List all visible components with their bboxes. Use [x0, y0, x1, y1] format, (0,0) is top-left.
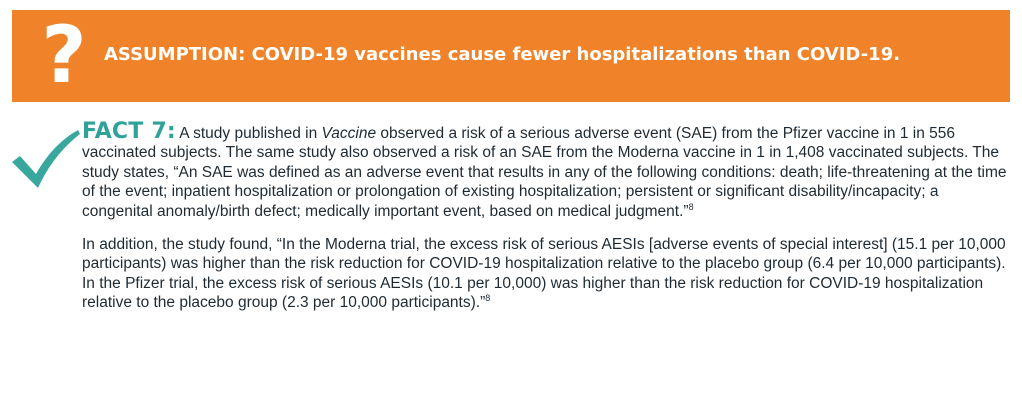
assumption-text: ASSUMPTION: COVID-19 vaccines cause fewer hospitalizations than COVID-19. — [104, 44, 901, 65]
checkmark-icon — [10, 128, 80, 190]
assumption-banner — [12, 10, 1010, 102]
fact-paragraph-1 — [82, 119, 1012, 221]
reference-marker: 8 — [688, 201, 694, 212]
fact-paragraph-2 — [82, 235, 1012, 313]
reference-marker: 8 — [485, 293, 491, 304]
question-mark-icon: ? — [41, 11, 87, 101]
fact-text-intro: A study published in — [175, 125, 322, 142]
journal-name: Vaccine — [321, 125, 377, 142]
fact-text-body: observed a risk of a serious adverse event (SAE) from the Pfizer vaccine in 1 in 556 vaccinated subjects. The same study also observed a risk of an SAE from the Moderna vaccine in 1 in 1,408 vaccinated subjects. The study states, “An SAE was defined as an adverse event that results in any of the following conditions: death; life-threatening at the time of the event; inpatient hospitalization or prolongation of existing hospitalization; persistent or significant disability/incapacity; a congenital anomaly/birth defect; medically important event, based on medical judgment.” — [82, 125, 1007, 220]
fact-label: FACT 7: — [82, 119, 176, 144]
fact-block — [82, 119, 1012, 313]
fact-text-addition: In addition, the study found, “In the Moderna trial, the excess risk of serious AESIs [adverse events of special interest] (15.1 per 10,000 participants) was higher than the risk reduction for COVID-19 hospitalization relative to the placebo group (6.4 per 10,000 participants). In the Pfizer trial, the excess risk of serious AESIs (10.1 per 10,000) was higher than the risk reduction for COVID-19 hospitalization relative to the placebo group (2.3 per 10,000 participants).” — [82, 236, 1006, 312]
